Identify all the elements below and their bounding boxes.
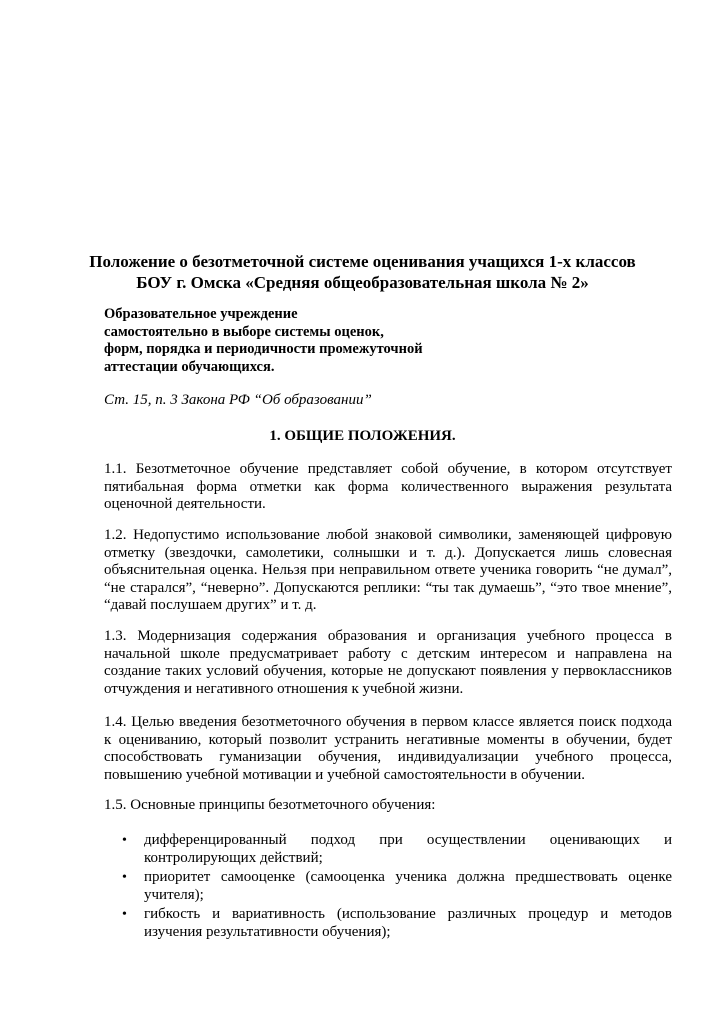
list-item-text: приоритет самооценке (самооценка ученика должна предшествовать оценке учителя); (144, 869, 672, 903)
bullet-icon: • (122, 833, 127, 848)
bullet-icon: • (122, 870, 127, 885)
list-item (104, 832, 672, 867)
epigraph-source: Ст. 15, п. 3 Закона РФ “Об образовании” (104, 392, 372, 408)
paragraph-1-5: 1.5. Основные принципы безотметочного обучения: (104, 797, 436, 813)
paragraph-1-4: 1.4. Целью введения безотметочного обучения в первом классе является поиск подхода к оцениванию, который позволит устранить негативные моменты в обучении, будет способствовать гуманизации обучения, индивидуализации учебного процесса, повышению учебной мотивации и учебной самостоятельности в обучении. (104, 714, 672, 783)
epigraph-line: форм, порядка и периодичности промежуточной (104, 341, 423, 357)
epigraph-line: Образовательное учреждение (104, 306, 298, 322)
list-item (104, 869, 672, 904)
list-item-text: дифференцированный подход при осуществлении оценивающих и контролирующих действий; (144, 832, 672, 866)
list-item (104, 906, 672, 941)
epigraph-line: аттестации обучающихся. (104, 358, 275, 375)
paragraph-1-1: 1.1. Безотметочное обучение представляет собой обучение, в котором отсутствует пятибальная форма отметки как форма количественного выражения результата оценочной деятельности. (104, 461, 672, 512)
principles-list (104, 832, 672, 943)
section-heading: 1. ОБЩИЕ ПОЛОЖЕНИЯ. (269, 428, 456, 444)
document-title-line-2: БОУ г. Омска «Средняя общеобразовательная школа № 2» (136, 273, 589, 292)
paragraph-1-3: 1.3. Модернизация содержания образования и организация учебного процесса в начальной школе предусматривает работу с детским интересом и направлена на создание таких условий обучения, которые не допускают появления у первоклассников отчуждения и негативного отношения к учебной жизни. (104, 628, 672, 697)
list-item-text: гибкость и вариативность (использование различных процедур и методов изучения результативности обучения); (144, 906, 672, 940)
epigraph-line: самостоятельно в выборе системы оценок, (104, 323, 384, 340)
document-title-line-1: Положение о безотметочной системе оценивания учащихся 1-х классов (89, 252, 636, 271)
epigraph (104, 306, 524, 376)
bullet-icon: • (122, 907, 127, 922)
paragraph-1-2: 1.2. Недопустимо использование любой знаковой символики, заменяющей цифровую отметку (звездочки, самолетики, солнышки и т. д.). Допускается лишь словесная объяснительная оценка. Нельзя при неправильном ответе ученика говорить “не думал”, “не старался”, “неверно”. Допускаются реплики: “ты так думаешь”, “это твое мнение”, “давай послушаем других” и т. д. (104, 527, 672, 613)
